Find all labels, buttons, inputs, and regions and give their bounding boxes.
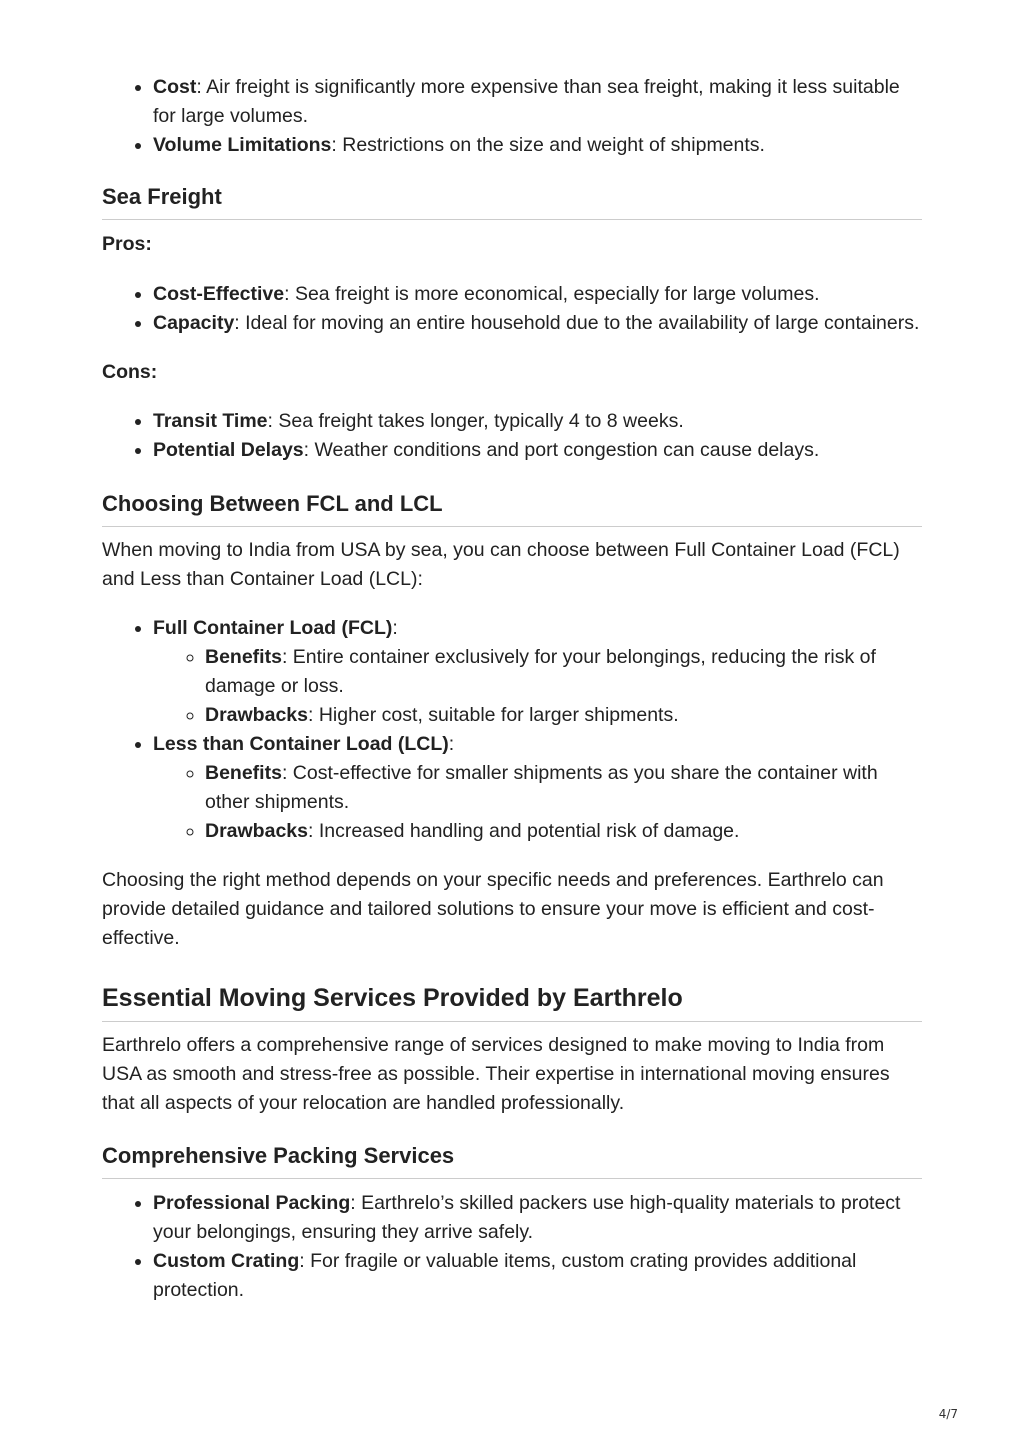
document-page	[102, 72, 922, 1305]
list-item	[153, 280, 922, 309]
list-item-term: Less than Container Load (LCL)	[153, 733, 449, 755]
sea-freight-cons-label: Cons:	[102, 361, 158, 383]
fcl-lcl-outro: Choosing the right method depends on your specific needs and preferences. Earthrelo can provide detailed guidance and tailored solutions to ensure your move is efficient and cost-effective.	[102, 869, 884, 949]
list-item-text: : Increased handling and potential risk of damage.	[307, 820, 740, 842]
list-item-text: : For fragile or valuable items, custom crating provides additional protection.	[153, 1250, 857, 1301]
air-freight-cons-list	[102, 73, 922, 160]
list-item	[153, 131, 922, 160]
page-number: 4/7	[938, 1407, 958, 1421]
list-item	[153, 730, 922, 846]
list-item-term: Transit Time	[153, 410, 268, 432]
fcl-sublist	[153, 643, 922, 730]
list-item-text: : Air freight is significantly more expensive than sea freight, making it less suitable for large volumes.	[153, 76, 900, 127]
fcl-lcl-list	[102, 614, 922, 846]
list-item-term: Volume Limitations	[153, 134, 332, 156]
services-heading: Essential Moving Services Provided by Earthrelo	[102, 981, 922, 1022]
list-item	[153, 614, 922, 730]
list-item-text: : Earthrelo’s skilled packers use high-quality materials to protect your belongings, ensuring they arrive safely.	[153, 1192, 901, 1243]
list-item	[153, 1189, 922, 1247]
list-item	[153, 309, 922, 338]
list-item	[153, 436, 922, 465]
sub-list-item	[205, 643, 922, 701]
sea-freight-heading: Sea Freight	[102, 182, 922, 220]
fcl-lcl-heading: Choosing Between FCL and LCL	[102, 489, 922, 527]
list-item-colon: :	[448, 733, 455, 755]
list-item-term: Cost	[153, 76, 197, 98]
sea-freight-pros-label: Pros:	[102, 233, 152, 255]
fcl-lcl-intro: When moving to India from USA by sea, you can choose between Full Container Load (FCL) and Less than Container Load (LCL):	[102, 539, 900, 590]
list-item-text: : Entire container exclusively for your belongings, reducing the risk of damage or loss.	[205, 646, 876, 697]
list-item-text: : Ideal for moving an entire household due to the availability of large containers.	[234, 312, 920, 334]
list-item-term: Professional Packing	[153, 1192, 351, 1214]
list-item-term: Cost-Effective	[153, 283, 285, 305]
list-item-text: : Weather conditions and port congestion can cause delays.	[303, 439, 820, 461]
sea-freight-cons-list	[102, 407, 922, 465]
packing-heading: Comprehensive Packing Services	[102, 1141, 922, 1179]
list-item	[153, 407, 922, 436]
list-item-text: : Sea freight takes longer, typically 4 to 8 weeks.	[267, 410, 684, 432]
list-item-text: : Cost-effective for smaller shipments as you share the container with other shipments.	[205, 762, 878, 813]
sub-list-item	[205, 759, 922, 817]
sub-list-item	[205, 817, 922, 846]
packing-list	[102, 1189, 922, 1305]
list-item-text: : Higher cost, suitable for larger shipments.	[307, 704, 679, 726]
list-item-text: : Sea freight is more economical, especially for large volumes.	[284, 283, 820, 305]
list-item	[153, 73, 922, 131]
list-item-colon: :	[392, 617, 398, 639]
sub-list-item	[205, 701, 922, 730]
sea-freight-pros-list	[102, 280, 922, 338]
list-item-term: Potential Delays	[153, 439, 304, 461]
list-item	[153, 1247, 922, 1305]
services-intro: Earthrelo offers a comprehensive range of services designed to make moving to India from USA as smooth and stress-free as possible. Their expertise in international moving ensures that all aspects of your relocation are handled professionally.	[102, 1034, 890, 1114]
list-item-term: Drawbacks	[205, 704, 308, 726]
list-item-text: : Restrictions on the size and weight of shipments.	[331, 134, 765, 156]
list-item-term: Drawbacks	[205, 820, 308, 842]
list-item-term: Benefits	[205, 762, 282, 784]
list-item-term: Capacity	[153, 312, 235, 334]
lcl-sublist	[153, 759, 922, 846]
list-item-term: Custom Crating	[153, 1250, 300, 1272]
list-item-term: Full Container Load (FCL)	[153, 617, 393, 639]
list-item-term: Benefits	[205, 646, 282, 668]
